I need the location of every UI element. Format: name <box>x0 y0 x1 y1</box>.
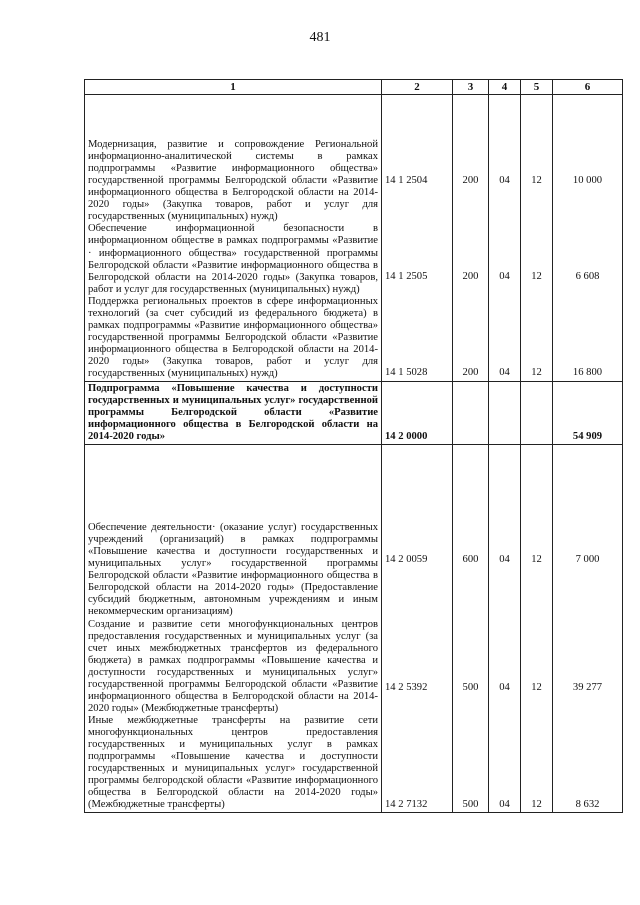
subprogram-row <box>85 382 623 445</box>
expense-type: 600 <box>462 554 479 566</box>
target-code: 14 1 2504 <box>385 175 428 187</box>
expense-type: 500 <box>462 682 479 694</box>
subprogram-description-cell <box>85 382 382 445</box>
header-col-5: 5 <box>521 80 553 95</box>
subsection-code: 12 <box>531 554 542 566</box>
header-col-4: 4 <box>489 80 521 95</box>
empty-cell <box>453 382 489 445</box>
subsection-code: 12 <box>531 682 542 694</box>
table-row <box>85 95 623 382</box>
type-cell <box>453 95 489 382</box>
entry-description: Обеспечение информационной безопасности в информационном обществе в рамках подпрограммы «Развитие · информационного общества» государственной программы Белгородской области «Развитие информационного общества в Белгородской области на 2014-2020 годы» (Закупка товаров, работ и услуг для государственных (муниципальных) нужд) <box>88 223 378 295</box>
header-col-3: 3 <box>453 80 489 95</box>
section-code: 04 <box>499 554 510 566</box>
code-cell <box>382 445 453 813</box>
entry-description: Иные межбюджетные трансферты на развитие сети многофункциональных центров предоставления государственных и муниципальных услуг в рамках подпрограммы «Повышение качества и доступности государственных и муниципальных услуг» государственной программы белгородской области «Развитие информационного общества в Белгородской области на 2014-2020 годы» (Межбюджетные трансферты) <box>88 714 378 811</box>
expense-type: 500 <box>462 799 479 811</box>
amount-value: 6 608 <box>575 271 600 283</box>
target-code: 14 1 2505 <box>385 271 428 283</box>
expense-type: 200 <box>462 175 479 187</box>
section-code: 04 <box>499 799 510 811</box>
entry-description: Создание и развитие сети многофункциональных центров предоставления государственных и муниципальных услуг (за счет иных межбюджетных трансфертов из федерального бюджета) в рамках подпрограммы «Повышение качества и доступности государственных и муниципальных услуг» государственной программы Белгородской области «Развитие информационного общества в Белгородской области на 2014-2020 годы» (Межбюджетные трансферты) <box>88 618 378 714</box>
description-cell <box>85 445 382 813</box>
code-cell <box>382 95 453 382</box>
header-row <box>85 80 623 95</box>
entry-description: Модернизация, развитие и сопровождение Региональной информационно-аналитической системы в рамках подпрограммы «Развитие информационного общества» государственной программы Белгородской области «Развитие информационного общества в Белгородской области на 2014-2020 годы» (Закупка товаров, работ и услуг для государственных (муниципальных) нужд) <box>88 139 378 223</box>
description-cell <box>85 95 382 382</box>
section-cell <box>489 95 521 382</box>
target-code: 14 1 5028 <box>385 367 428 379</box>
target-code: 14 2 7132 <box>385 799 428 811</box>
amount-value: 16 800 <box>572 367 603 379</box>
empty-cell <box>521 382 553 445</box>
subprogram-code: 14 2 0000 <box>382 382 453 445</box>
subsection-code: 12 <box>531 799 542 811</box>
table-row <box>85 445 623 813</box>
subsection-cell <box>521 445 553 813</box>
subsection-code: 12 <box>531 367 542 379</box>
page-number: 481 <box>309 30 331 45</box>
empty-cell <box>489 382 521 445</box>
budget-table <box>84 79 623 813</box>
section-code: 04 <box>499 175 510 187</box>
section-cell <box>489 445 521 813</box>
type-cell <box>453 445 489 813</box>
expense-type: 200 <box>462 271 479 283</box>
section-code: 04 <box>499 682 510 694</box>
subsection-code: 12 <box>531 271 542 283</box>
target-code: 14 2 5392 <box>385 682 428 694</box>
amount-cell <box>553 445 623 813</box>
subprogram-amount: 54 909 <box>553 382 623 445</box>
amount-value: 7 000 <box>575 554 600 566</box>
expense-type: 200 <box>462 367 479 379</box>
amount-value: 10 000 <box>572 175 603 187</box>
header-col-6: 6 <box>553 80 623 95</box>
section-code: 04 <box>499 271 510 283</box>
subsection-code: 12 <box>531 175 542 187</box>
entry-description: Обеспечение деятельности· (оказание услуг) государственных учреждений (организаций) в рамках подпрограммы «Повышение качества и доступности государственных и муниципальных услуг» государственной программы Белгородской области «Развитие информационного общества в Белгородской области на 2014-2020 годы» (Предоставление субсидий бюджетным, автономным учреждениям и иным некоммерческим организациям) <box>88 522 378 618</box>
amount-value: 39 277 <box>572 682 603 694</box>
section-code: 04 <box>499 367 510 379</box>
amount-value: 8 632 <box>575 799 600 811</box>
header-col-1: 1 <box>85 80 382 95</box>
header-col-2: 2 <box>382 80 453 95</box>
amount-cell <box>553 95 623 382</box>
subsection-cell <box>521 95 553 382</box>
entry-description: Поддержка региональных проектов в сфере информационных технологий (за счет субсидий из федерального бюджета) в рамках подпрограммы «Развитие информационного общества» государственной программы Белгородской области «Развитие информационного общества в Белгородской области на 2014-2020 годы» (Закупка товаров, работ и услуг для государственных (муниципальных) нужд) <box>88 295 378 379</box>
subprogram-description: Подпрограмма «Повышение качества и доступности государственных и муниципальных услуг» государственной программы Белгородской области «Развитие информационного общества в Белгородской области на 2014-2020 годы» <box>88 383 378 443</box>
target-code: 14 2 0059 <box>385 554 428 566</box>
